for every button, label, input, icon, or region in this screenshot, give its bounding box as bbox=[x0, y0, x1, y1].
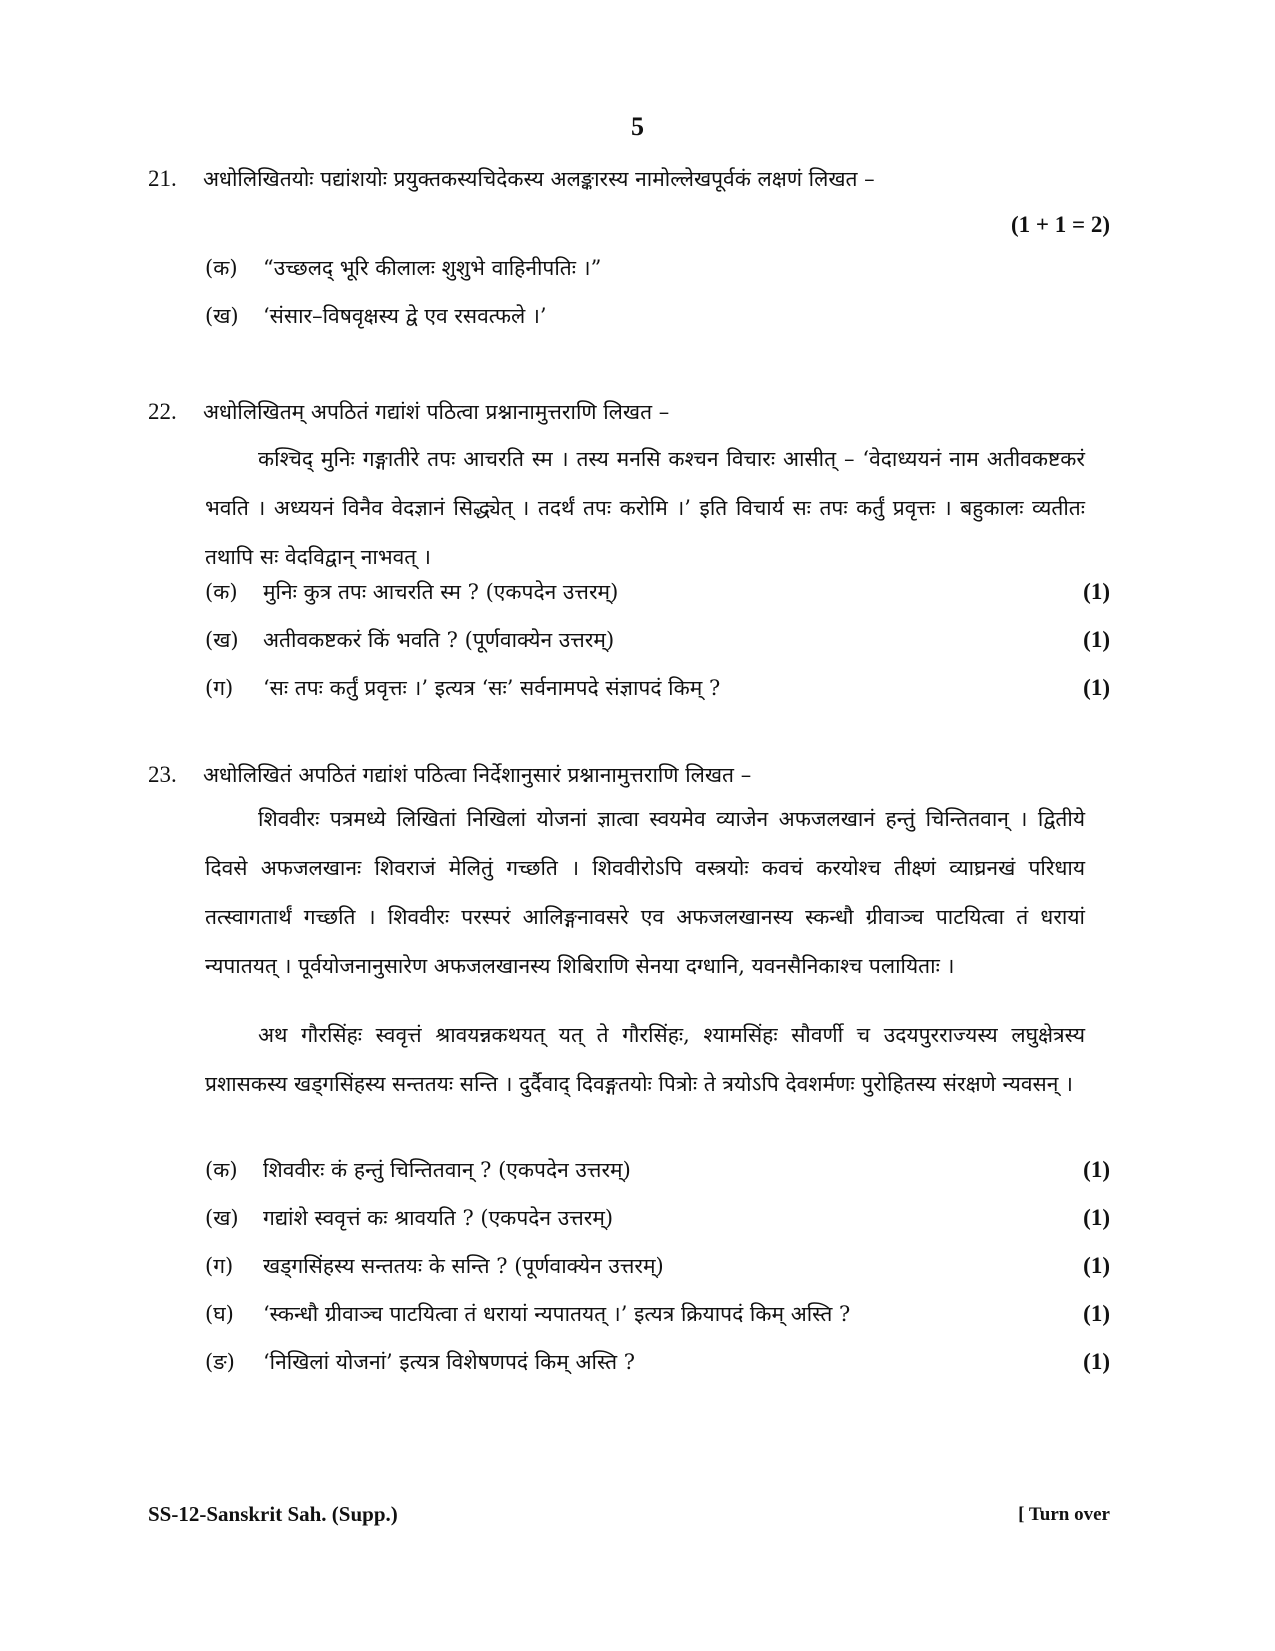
item-mark: (1) bbox=[1083, 675, 1110, 700]
question-22-heading bbox=[148, 397, 1108, 427]
item-text: “उच्छलद् भूरि कीलालः शुशुभे वाहिनीपतिः ।” bbox=[263, 256, 602, 280]
q23-passage-2: अथ गौरसिंहः स्ववृत्तं श्रावयन्नकथयत् यत् ते गौरसिंहः, श्यामसिंहः सौवर्णी च उदयपुरराज्यस्य लघुक्षेत्रस्य प्रशासकस्य खड्गसिंहस्य सन्ततयः सन्ति । दुर्दैवाद् दिवङ्गतयोः पित्रोः ते त्रयोऽपि देवशर्मणः पुरोहितस्य संरक्षणे न्यवसन् । bbox=[205, 1023, 1085, 1096]
q23-passage-1: शिववीरः पत्रमध्ये लिखितां निखिलां योजनां ज्ञात्वा स्वयमेव व्याजेन अफजलखानं हन्तुं चिन्तितवान् । द्वितीये दिवसे अफजलखानः शिवराजं मेलितुं गच्छति । शिववीरोऽपि वस्त्रयोः कवचं करयोश्च तीक्ष्णं व्याघ्रनखं परिधाय तत्स्वागतार्थं गच्छति । शिववीरः परस्परं आलिङ्गनावसरे एव अफजलखानस्य स्कन्धौ ग्रीवाञ्च पाटयित्वा तं धरायां न्यपातयत् । पूर्वयोजनानुसारेण अफजलखानस्य शिबिराणि सेनया दग्धानि, यवनसैनिकाश्च पलायिताः । bbox=[205, 807, 1085, 978]
item-mark: (1) bbox=[1083, 627, 1110, 652]
q21-item-ka bbox=[205, 253, 1110, 283]
paper-code: SS-12-Sanskrit Sah. (Supp.) bbox=[148, 1502, 398, 1526]
question-23-heading bbox=[148, 760, 1108, 790]
item-label: (ख) bbox=[205, 628, 239, 652]
turn-over-note: [ Turn over bbox=[1018, 1504, 1110, 1525]
item-mark: (1) bbox=[1083, 1349, 1110, 1374]
item-label: (क) bbox=[205, 1158, 238, 1182]
item-label: (ङ) bbox=[205, 1350, 235, 1374]
page-number: 5 bbox=[631, 112, 644, 141]
item-mark: (1) bbox=[1083, 1157, 1110, 1182]
question-21-marks: (1 + 1 = 2) bbox=[1010, 212, 1110, 237]
q22-passage: कश्चिद् मुनिः गङ्गातीरे तपः आचरति स्म । तस्य मनसि कश्चन विचारः आसीत् – ‘वेदाध्ययनं नाम अतीवकष्टकरं भवति । अध्ययनं विनैव वेदज्ञानं सिद्ध्येत् । तदर्थं तपः करोमि ।’ इति विचार्य सः तपः कर्तुं प्रवृत्तः । बहुकालः व्यतीतः तथापि सः वेदविद्वान् नाभवत् । bbox=[205, 447, 1085, 569]
item-label: (ख) bbox=[205, 304, 239, 328]
q22-item-ka bbox=[205, 577, 1110, 607]
item-label: (क) bbox=[205, 256, 238, 280]
item-text: अतीवकष्टकरं किं भवति ? (पूर्णवाक्येन उत्तरम्) bbox=[263, 628, 615, 652]
question-number: 22. bbox=[148, 399, 177, 424]
question-text: अधोलिखितम् अपठितं गद्यांशं पठित्वा प्रश्नानामुत्तराणि लिखत – bbox=[203, 400, 670, 424]
item-label: (ख) bbox=[205, 1206, 239, 1230]
item-label: (घ) bbox=[205, 1302, 234, 1326]
item-text: खड्गसिंहस्य सन्ततयः के सन्ति ? (पूर्णवाक्येन उत्तरम्) bbox=[263, 1254, 664, 1278]
question-number: 21. bbox=[148, 166, 177, 191]
q22-item-ga bbox=[205, 673, 1110, 703]
q22-item-kha bbox=[205, 625, 1110, 655]
q23-item-nga bbox=[205, 1347, 1110, 1377]
item-mark: (1) bbox=[1083, 1301, 1110, 1326]
q23-item-kha bbox=[205, 1203, 1110, 1233]
item-text: ‘निखिलां योजनां’ इत्यत्र विशेषणपदं किम् अस्ति ? bbox=[263, 1350, 636, 1374]
item-text: ‘स्कन्धौ ग्रीवाञ्च पाटयित्वा तं धरायां न्यपातयत् ।’ इत्यत्र क्रियापदं किम् अस्ति ? bbox=[263, 1302, 851, 1326]
item-text: मुनिः कुत्र तपः आचरति स्म ? (एकपदेन उत्तरम्) bbox=[263, 580, 619, 604]
question-number: 23. bbox=[148, 762, 177, 787]
question-text: अधोलिखितं अपठितं गद्यांशं पठित्वा निर्देशानुसारं प्रश्नानामुत्तराणि लिखत – bbox=[203, 763, 752, 787]
item-text: ‘संसार–विषवृक्षस्य द्वे एव रसवत्फले ।’ bbox=[263, 304, 547, 328]
q23-item-ka bbox=[205, 1155, 1110, 1185]
item-label: (क) bbox=[205, 580, 238, 604]
item-text: ‘सः तपः कर्तुं प्रवृत्तः ।’ इत्यत्र ‘सः’ सर्वनामपदे संज्ञापदं किम् ? bbox=[263, 676, 721, 700]
item-mark: (1) bbox=[1083, 579, 1110, 604]
q23-item-gha bbox=[205, 1299, 1110, 1329]
item-mark: (1) bbox=[1083, 1253, 1110, 1278]
question-21-heading bbox=[148, 164, 1108, 194]
item-label: (ग) bbox=[205, 676, 234, 700]
item-text: शिववीरः कं हन्तुं चिन्तितवान् ? (एकपदेन उत्तरम्) bbox=[263, 1158, 631, 1182]
item-label: (ग) bbox=[205, 1254, 234, 1278]
item-mark: (1) bbox=[1083, 1205, 1110, 1230]
q23-item-ga bbox=[205, 1251, 1110, 1281]
q21-item-kha bbox=[205, 301, 1110, 331]
item-text: गद्यांशे स्ववृत्तं कः श्रावयति ? (एकपदेन उत्तरम्) bbox=[263, 1206, 614, 1230]
question-text: अधोलिखितयोः पद्यांशयोः प्रयुक्तकस्यचिदेकस्य अलङ्कारस्य नामोल्लेखपूर्वकं लक्षणं लिखत – bbox=[203, 167, 875, 191]
